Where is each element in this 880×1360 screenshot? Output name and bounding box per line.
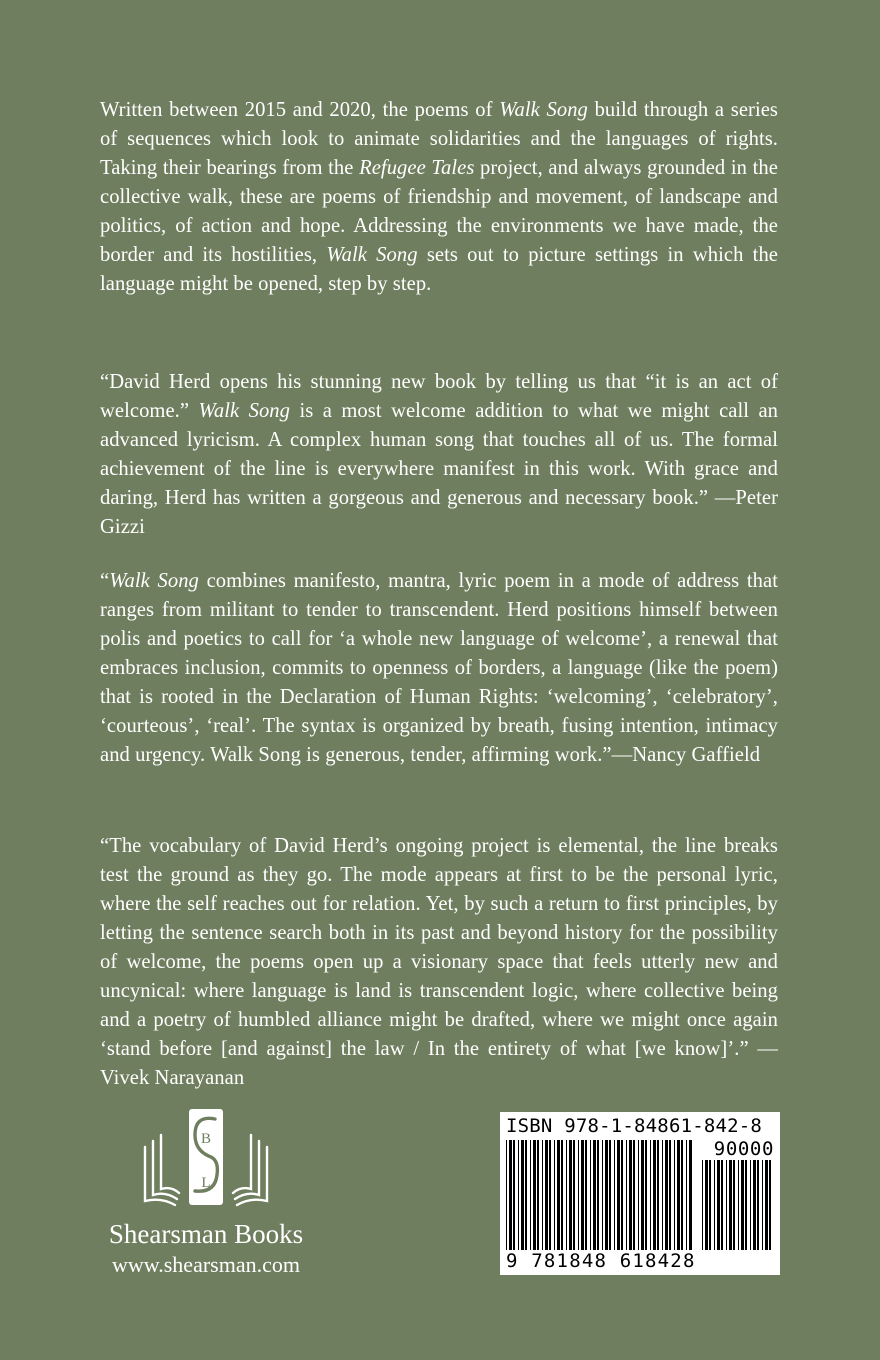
barcode-bar bbox=[573, 1140, 575, 1250]
barcode-bar bbox=[597, 1140, 599, 1250]
barcode-bar bbox=[626, 1140, 627, 1250]
endorsement-text: is a most welcome addition to what we might call an advanced lyricism. A complex human song that touches all of us. The formal achievement of the line is everywhere manifest in this work. With grace and daring, Herd has written a gorgeous and generous and necessary book.” —Peter Gizzi bbox=[100, 400, 778, 538]
barcode-bar bbox=[741, 1160, 744, 1250]
barcode-bar bbox=[705, 1160, 708, 1250]
barcode-bar bbox=[621, 1140, 623, 1250]
barcode-bar bbox=[674, 1140, 675, 1250]
barcode-bar bbox=[542, 1140, 543, 1250]
publisher-name: Shearsman Books bbox=[108, 1219, 304, 1249]
barcode-bar bbox=[662, 1140, 663, 1250]
book-blurb bbox=[100, 96, 778, 299]
barcode-bar bbox=[726, 1160, 727, 1250]
open-quote: “ bbox=[100, 570, 110, 592]
barcode-bar bbox=[750, 1160, 751, 1250]
barcode-bar bbox=[525, 1140, 527, 1250]
book-title-italic: Walk Song bbox=[499, 99, 588, 121]
barcode-bar bbox=[561, 1140, 563, 1250]
barcode-bar bbox=[521, 1140, 524, 1250]
barcode-bar bbox=[645, 1140, 647, 1250]
barcode-bar bbox=[633, 1140, 635, 1250]
project-title-italic: Refugee Tales bbox=[359, 157, 475, 179]
barcode-bar bbox=[709, 1160, 711, 1250]
barcode-bar bbox=[581, 1140, 584, 1250]
barcode-bar bbox=[769, 1160, 771, 1250]
barcode-bar bbox=[557, 1140, 560, 1250]
barcode-bar bbox=[669, 1140, 671, 1250]
barcode-bar bbox=[681, 1140, 683, 1250]
endorsement-text: combines manifesto, mantra, lyric poem in a mode of address that ranges from militant to tender to transcendent. Herd positions himself between polis and poetics to call for ‘a whole new language of welcome’, a renewal that embraces inclusion, commits to openness of borders, a language (like the poem) that is rooted in the Declaration of Human Rights: ‘welcoming’, ‘celebratory’, ‘courteous’, ‘real’. The syntax is organized by breath, fusing intention, intimacy and urgency. Walk Song is generous, tender, affirming work.”—Nancy Gaffield bbox=[100, 570, 778, 766]
barcode-bar bbox=[745, 1160, 747, 1250]
barcode-bar bbox=[590, 1140, 591, 1250]
barcode-bar bbox=[714, 1160, 715, 1250]
isbn-barcode-panel bbox=[500, 1112, 780, 1275]
logo-letter-b: B bbox=[200, 1131, 212, 1147]
endorsement-paragraph: “The vocabulary of David Herd’s ongoing project is elemental, the line breaks test the ground as they go. The mode appears at first to be the personal lyric, where the self reaches out for relation. Yet, by such a return to first principles, by letting the sentence search both in its past and beyond history for the possibility of welcome, the poems open up a visionary space that feels utterly new and uncynical: where language is land is transcendent logic, where collective being and a poetry of humbled alliance might be drafted, where we might once again ‘stand before [and against] the law / In the entirety of what [we know]’.” —Vivek Narayanan bbox=[100, 835, 778, 1089]
barcode-bar bbox=[665, 1140, 668, 1250]
barcode-bar bbox=[657, 1140, 659, 1250]
barcode-icon bbox=[506, 1136, 774, 1252]
price-code: 90000 bbox=[713, 1138, 774, 1160]
barcode-bar bbox=[506, 1140, 507, 1250]
book-title-italic: Walk Song bbox=[198, 400, 290, 422]
barcode-bar bbox=[593, 1140, 596, 1250]
shearsman-logo-icon bbox=[131, 1105, 281, 1215]
barcode-bar bbox=[549, 1140, 551, 1250]
barcode-bar bbox=[762, 1160, 763, 1250]
barcode-bar bbox=[569, 1140, 572, 1250]
blurb-text: project, and always grounded in the collective walk, these are poems of friendship and movement, of landscape and politics, of action and hope. Addressing the environments we have made, the border and its hostilities, bbox=[100, 157, 778, 266]
blurb-text: Written between 2015 and 2020, the poems of bbox=[100, 99, 500, 121]
barcode-bar bbox=[578, 1140, 579, 1250]
barcode-bar bbox=[733, 1160, 735, 1250]
barcode-bar bbox=[545, 1140, 548, 1250]
barcode-bar bbox=[653, 1140, 656, 1250]
blurb-paragraph bbox=[100, 96, 778, 299]
barcode-bar bbox=[702, 1160, 703, 1250]
endorsement-text: “David Herd opens his stunning new book by telling us that “it is an act of welcome.” bbox=[100, 371, 778, 422]
book-title-italic: Walk Song bbox=[109, 570, 199, 592]
barcode-bar bbox=[677, 1140, 680, 1250]
barcode-bar bbox=[518, 1140, 519, 1250]
barcode-bar bbox=[537, 1140, 539, 1250]
barcode-bar bbox=[554, 1140, 555, 1250]
endorsement-paragraph bbox=[100, 368, 778, 542]
isbn-label: ISBN 978-1-84861-842-8 bbox=[506, 1115, 763, 1137]
barcode-bar bbox=[757, 1160, 759, 1250]
barcode-bar bbox=[765, 1160, 768, 1250]
barcode-bar bbox=[689, 1140, 692, 1250]
barcode-bar bbox=[753, 1160, 756, 1250]
barcode-bar bbox=[566, 1140, 567, 1250]
endorsement-gizzi bbox=[100, 368, 778, 542]
ean-digits: 9 781848 618428 bbox=[506, 1250, 696, 1272]
barcode-bar bbox=[686, 1140, 687, 1250]
barcode-bar bbox=[614, 1140, 615, 1250]
barcode-bar bbox=[729, 1160, 732, 1250]
barcode-bar bbox=[721, 1160, 723, 1250]
barcode-bar bbox=[605, 1140, 608, 1250]
book-title-italic: Walk Song bbox=[326, 244, 418, 266]
barcode-bar bbox=[509, 1140, 512, 1250]
barcode-bar bbox=[513, 1140, 515, 1250]
publisher-url: www.shearsman.com bbox=[112, 1252, 300, 1277]
endorsement-gaffield bbox=[100, 567, 778, 770]
publisher-block bbox=[96, 1105, 316, 1279]
blurb-text: sets out to picture settings in which the language might be opened, step by step. bbox=[100, 244, 778, 295]
endorsement-narayanan bbox=[100, 832, 778, 1093]
barcode-bar bbox=[650, 1140, 651, 1250]
blurb-text: build through a series of sequences which look to animate solidarities and the languages of rights. Taking their bearings from the bbox=[100, 99, 778, 179]
barcode-bar bbox=[638, 1140, 639, 1250]
barcode-bar bbox=[629, 1140, 632, 1250]
barcode-bar bbox=[609, 1140, 611, 1250]
logo-letter-l: L bbox=[201, 1175, 211, 1191]
barcode-bar bbox=[533, 1140, 536, 1250]
barcode-bar bbox=[602, 1140, 603, 1250]
endorsement-paragraph bbox=[100, 567, 778, 770]
barcode-bar bbox=[738, 1160, 739, 1250]
barcode-bar bbox=[641, 1140, 644, 1250]
barcode-bar bbox=[530, 1140, 531, 1250]
barcode-bar bbox=[585, 1140, 587, 1250]
barcode-bar bbox=[717, 1160, 720, 1250]
barcode-bar bbox=[617, 1140, 620, 1250]
